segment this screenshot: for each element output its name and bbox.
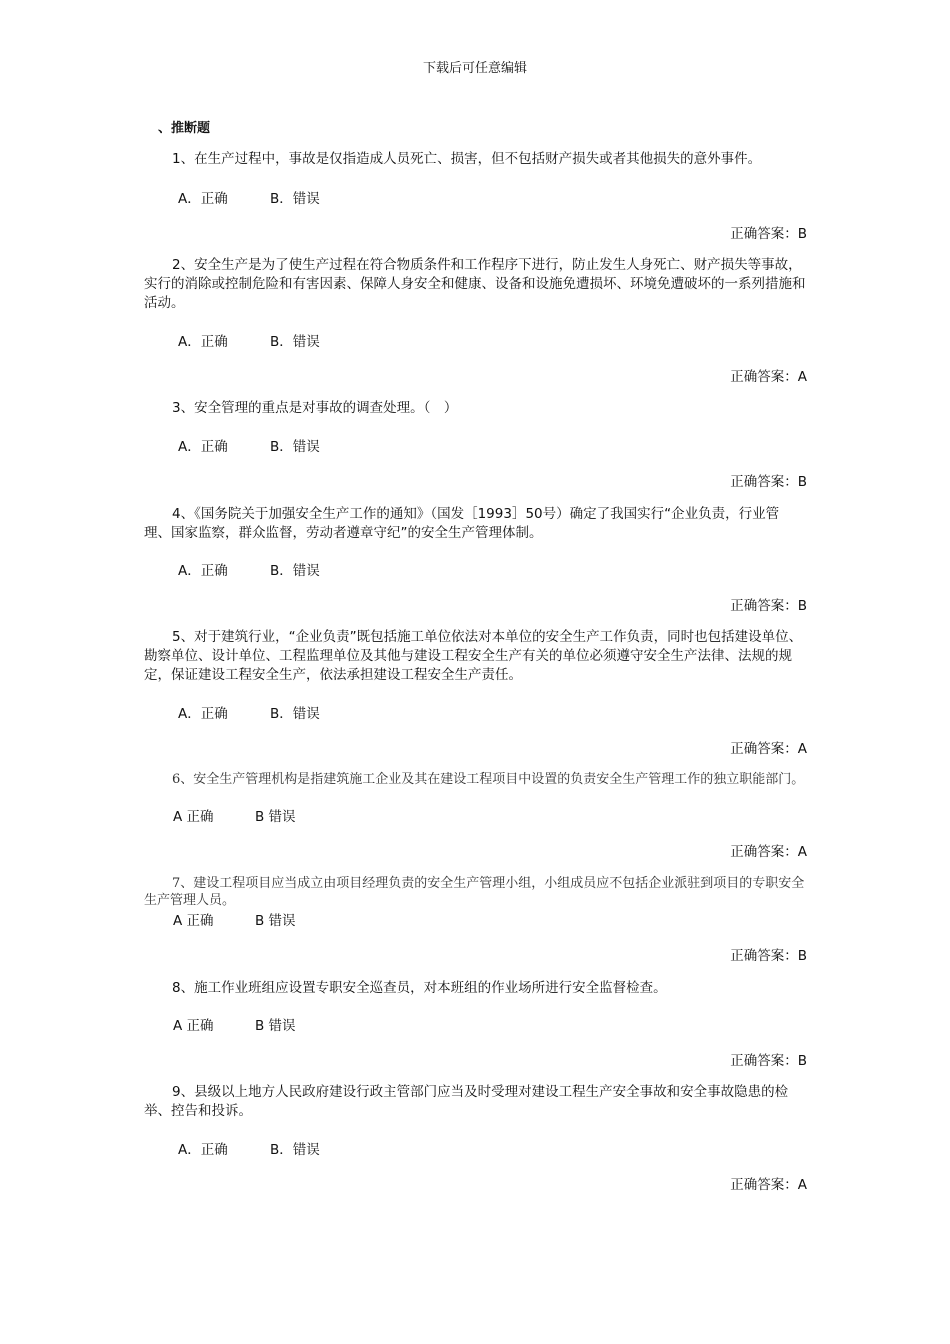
section-title: 、推断题 — [158, 121, 211, 136]
answer-value: A — [797, 369, 807, 385]
answer-value: B — [797, 598, 807, 614]
question-9-answer — [730, 1173, 807, 1193]
question-5-options — [178, 702, 320, 722]
answer-value: A — [797, 741, 807, 757]
answer-label: 正确答案： — [730, 948, 798, 964]
question-9-options — [178, 1138, 320, 1158]
question-2-answer — [730, 365, 807, 385]
question-1-text: 1、在生产过程中，事故是仅指造成人员死亡、损害，但不包括财产损失或者其他损失的意外事件。 — [172, 151, 762, 167]
option-b: B．错误 — [270, 1142, 320, 1158]
question-4-answer — [730, 594, 807, 614]
option-a: A 正确 — [173, 809, 214, 825]
answer-label: 正确答案： — [730, 1177, 798, 1193]
question-6-options — [173, 805, 296, 825]
answer-value: B — [797, 948, 807, 964]
option-a: A．正确 — [178, 191, 228, 207]
question-7-answer — [730, 944, 807, 964]
option-a: A．正确 — [178, 1142, 228, 1158]
answer-value: B — [797, 474, 807, 490]
question-6-answer — [730, 840, 807, 860]
question-4-text: 4、《国务院关于加强安全生产工作的通知》（国发［1993］50号）确定了我国实行“企业负责，行业管理、国家监察，群众监督，劳动者遵章守纪”的安全生产管理体制。 — [144, 506, 780, 541]
answer-label: 正确答案： — [730, 844, 798, 860]
question-3-text: 3、安全管理的重点是对事故的调查处理。（ ） — [172, 400, 458, 416]
question-7-text: 7、建设工程项目应当成立由项目经理负责的安全生产管理小组，小组成员应不包括企业派驻到项目的专职安全生产管理人员。 — [144, 876, 805, 908]
question-6-text: 6、安全生产管理机构是指建筑施工企业及其在建设工程项目中设置的负责安全生产管理工作的独立职能部门。 — [172, 772, 805, 787]
option-a: A．正确 — [178, 439, 228, 455]
question-3-answer — [730, 470, 807, 490]
question-8-text: 8、施工作业班组应设置专职安全巡查员，对本班组的作业场所进行安全监督检查。 — [172, 980, 667, 996]
option-b: B．错误 — [270, 191, 320, 207]
answer-value: A — [797, 1177, 807, 1193]
question-2-text: 2、安全生产是为了使生产过程在符合物质条件和工作程序下进行，防止发生人身死亡、财产损失等事故，实行的消除或控制危险和有害因素、保障人身安全和健康、设备和设施免遭损坏、环境免遭破坏的一系列措施和活动。 — [144, 257, 806, 311]
question-8-options — [173, 1014, 296, 1034]
option-b: B．错误 — [270, 439, 320, 455]
option-a: A．正确 — [178, 334, 228, 350]
question-7-options — [173, 909, 296, 929]
answer-label: 正确答案： — [730, 474, 798, 490]
question-2-options — [178, 330, 320, 350]
answer-value: A — [797, 844, 807, 860]
option-b: B 错误 — [255, 809, 296, 825]
answer-value: B — [797, 226, 807, 242]
option-b: B．错误 — [270, 334, 320, 350]
question-5-answer — [730, 737, 807, 757]
answer-label: 正确答案： — [730, 741, 798, 757]
question-4-options — [178, 559, 320, 579]
option-a: A 正确 — [173, 1018, 214, 1034]
answer-label: 正确答案： — [730, 369, 798, 385]
option-b: B．错误 — [270, 563, 320, 579]
option-b: B．错误 — [270, 706, 320, 722]
answer-value: B — [797, 1053, 807, 1069]
question-3-options — [178, 435, 320, 455]
question-8-answer — [730, 1049, 807, 1069]
question-9-text: 9、县级以上地方人民政府建设行政主管部门应当及时受理对建设工程生产安全事故和安全事故隐患的检举、控告和投诉。 — [144, 1084, 789, 1119]
option-b: B 错误 — [255, 913, 296, 929]
answer-label: 正确答案： — [730, 598, 798, 614]
option-a: A．正确 — [178, 563, 228, 579]
question-1-answer — [730, 222, 807, 242]
question-1-options — [178, 187, 320, 207]
option-a: A 正确 — [173, 913, 214, 929]
page-header: 下载后可任意编辑 — [422, 61, 527, 76]
answer-label: 正确答案： — [730, 1053, 798, 1069]
question-5-text: 5、对于建筑行业，“企业负责”既包括施工单位依法对本单位的安全生产工作负责，同时也包括建设单位、勘察单位、设计单位、工程监理单位及其他与建设工程安全生产有关的单位必须遵守安全生产法律、法规的规定，保证建设工程安全生产，依法承担建设工程安全生产责任。 — [144, 629, 803, 683]
option-b: B 错误 — [255, 1018, 296, 1034]
answer-label: 正确答案： — [730, 226, 798, 242]
option-a: A．正确 — [178, 706, 228, 722]
